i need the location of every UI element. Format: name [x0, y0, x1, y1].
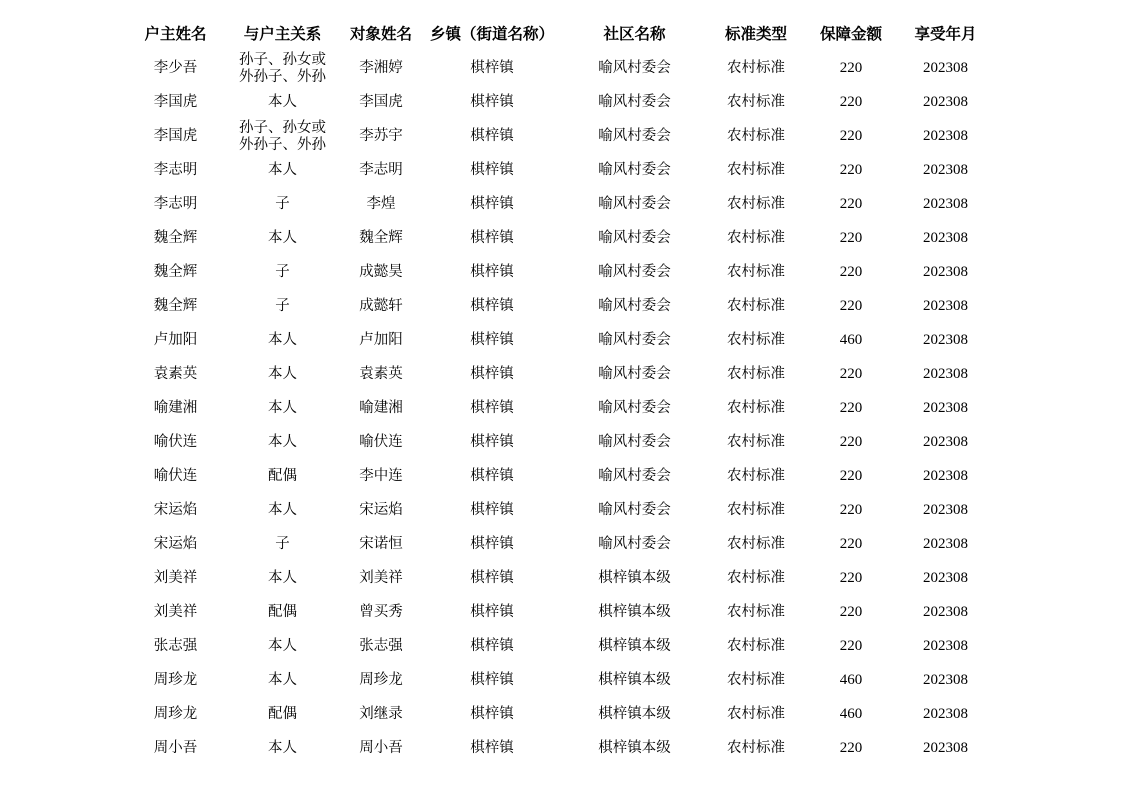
cell-township: 棋梓镇: [470, 536, 514, 552]
cell-amount: 220: [839, 502, 863, 518]
cell-amount: 460: [839, 706, 863, 722]
table-row: [124, 629, 1004, 663]
cell-recipient-name: 成懿轩: [359, 298, 403, 314]
table-row: [124, 391, 1004, 425]
cell-amount: 220: [839, 94, 863, 110]
cell-community: 喻风村委会: [598, 230, 671, 246]
cell-amount: 220: [839, 638, 863, 654]
cell-standard-type: 农村标准: [727, 332, 785, 348]
cell-recipient-name: 周珍龙: [359, 672, 403, 688]
cell-relationship: 本人: [268, 638, 297, 654]
cell-text-line: 孙子、孙女或外孙子、外孙: [238, 52, 326, 85]
cell-period: 202308: [923, 672, 968, 688]
cell-amount: 220: [839, 128, 863, 144]
cell-amount: 220: [839, 400, 863, 416]
cell-household-head: 刘美祥: [153, 570, 198, 586]
cell-period: 202308: [923, 706, 968, 722]
cell-relationship: 配偶: [268, 604, 297, 620]
cell-period: 202308: [923, 604, 968, 620]
cell-household-head: 张志强: [153, 638, 198, 654]
cell-household-head: 李志明: [153, 162, 198, 178]
cell-recipient-name: 李中连: [359, 468, 403, 484]
cell-recipient-name: 李湘婷: [359, 60, 403, 76]
cell-amount: 460: [839, 672, 863, 688]
cell-township: 棋梓镇: [470, 366, 514, 382]
table-row: [124, 697, 1004, 731]
cell-community: 棋梓镇本级: [598, 706, 671, 722]
cell-period: 202308: [923, 502, 968, 518]
cell-standard-type: 农村标准: [727, 638, 785, 654]
table-row: [124, 187, 1004, 221]
cell-township: 棋梓镇: [470, 740, 514, 756]
cell-recipient-name: 宋诺恒: [359, 536, 403, 552]
cell-community: 喻风村委会: [598, 332, 671, 348]
cell-relationship: [227, 119, 338, 153]
cell-period: 202308: [923, 400, 968, 416]
cell-standard-type: 农村标准: [727, 298, 785, 314]
cell-community: 喻风村委会: [598, 196, 671, 212]
table-row: [124, 255, 1004, 289]
cell-community: 喻风村委会: [598, 434, 671, 450]
cell-relationship: 本人: [268, 332, 297, 348]
table-row: [124, 323, 1004, 357]
cell-township: 棋梓镇: [470, 502, 514, 518]
cell-township: 棋梓镇: [470, 298, 514, 314]
table-header: [124, 17, 1004, 51]
cell-household-head: 李国虎: [153, 94, 198, 110]
cell-amount: 220: [839, 468, 863, 484]
cell-standard-type: 农村标准: [727, 162, 785, 178]
cell-household-head: 宋运焰: [153, 502, 198, 518]
cell-community: 棋梓镇本级: [598, 672, 671, 688]
table-row: [124, 459, 1004, 493]
table-row: [124, 561, 1004, 595]
cell-recipient-name: 刘美祥: [359, 570, 403, 586]
cell-township: 棋梓镇: [470, 162, 514, 178]
cell-recipient-name: 李国虎: [359, 94, 403, 110]
header-standard-type: 标准类型: [724, 25, 787, 43]
cell-standard-type: 农村标准: [727, 706, 785, 722]
cell-recipient-name: 李志明: [359, 162, 403, 178]
cell-recipient-name: 李苏宇: [359, 128, 403, 144]
cell-household-head: 喻伏连: [153, 468, 198, 484]
table-row: [124, 119, 1004, 153]
cell-household-head: 魏全辉: [153, 298, 198, 314]
cell-period: 202308: [923, 366, 968, 382]
cell-standard-type: 农村标准: [727, 196, 785, 212]
cell-household-head: 刘美祥: [153, 604, 198, 620]
cell-amount: 460: [839, 332, 863, 348]
cell-household-head: 李少吾: [153, 60, 198, 76]
cell-relationship: 本人: [268, 230, 297, 246]
cell-township: 棋梓镇: [470, 672, 514, 688]
cell-period: 202308: [923, 162, 968, 178]
cell-relationship: 本人: [268, 434, 297, 450]
cell-recipient-name: 刘继录: [359, 706, 403, 722]
cell-relationship: 本人: [268, 502, 297, 518]
cell-period: 202308: [923, 298, 968, 314]
cell-community: 喻风村委会: [598, 400, 671, 416]
cell-standard-type: 农村标准: [727, 740, 785, 756]
cell-relationship: [227, 51, 338, 85]
cell-community: 棋梓镇本级: [598, 740, 671, 756]
cell-standard-type: 农村标准: [727, 94, 785, 110]
cell-township: 棋梓镇: [470, 604, 514, 620]
table-row: [124, 221, 1004, 255]
cell-amount: 220: [839, 570, 863, 586]
cell-community: 喻风村委会: [598, 502, 671, 518]
cell-standard-type: 农村标准: [727, 60, 785, 76]
cell-period: 202308: [923, 230, 968, 246]
cell-amount: 220: [839, 740, 863, 756]
cell-community: 喻风村委会: [598, 128, 671, 144]
header-relationship: 与户主关系: [243, 25, 322, 43]
cell-recipient-name: 李煌: [366, 196, 396, 212]
cell-household-head: 魏全辉: [153, 230, 198, 246]
cell-relationship: 本人: [268, 740, 297, 756]
cell-community: 喻风村委会: [598, 60, 671, 76]
cell-amount: 220: [839, 434, 863, 450]
cell-community: 喻风村委会: [598, 298, 671, 314]
cell-period: 202308: [923, 60, 968, 76]
cell-standard-type: 农村标准: [727, 570, 785, 586]
table-row: [124, 289, 1004, 323]
cell-amount: 220: [839, 366, 863, 382]
header-amount: 保障金额: [819, 25, 882, 43]
cell-household-head: 宋运焰: [153, 536, 198, 552]
cell-amount: 220: [839, 230, 863, 246]
cell-community: 棋梓镇本级: [598, 570, 671, 586]
cell-standard-type: 农村标准: [727, 366, 785, 382]
cell-relationship: 子: [275, 264, 290, 280]
cell-amount: 220: [839, 298, 863, 314]
cell-relationship: 子: [275, 196, 290, 212]
table-row: [124, 85, 1004, 119]
cell-standard-type: 农村标准: [727, 604, 785, 620]
cell-recipient-name: 魏全辉: [359, 230, 403, 246]
cell-recipient-name: 喻伏连: [359, 434, 403, 450]
table-row: [124, 731, 1004, 765]
cell-township: 棋梓镇: [470, 570, 514, 586]
cell-township: 棋梓镇: [470, 230, 514, 246]
cell-household-head: 周珍龙: [153, 706, 198, 722]
cell-township: 棋梓镇: [470, 706, 514, 722]
subsidy-table: [124, 17, 1004, 765]
cell-period: 202308: [923, 196, 968, 212]
cell-community: 喻风村委会: [598, 94, 671, 110]
header-recipient-name: 对象姓名: [349, 25, 412, 43]
cell-text-line: 孙子、孙女或外孙子、外孙: [238, 120, 326, 153]
cell-recipient-name: 袁素英: [359, 366, 403, 382]
table-row: [124, 357, 1004, 391]
cell-standard-type: 农村标准: [727, 468, 785, 484]
cell-amount: 220: [839, 536, 863, 552]
cell-recipient-name: 卢加阳: [359, 332, 403, 348]
cell-standard-type: 农村标准: [727, 434, 785, 450]
cell-period: 202308: [923, 264, 968, 280]
cell-amount: 220: [839, 264, 863, 280]
cell-household-head: 李志明: [153, 196, 198, 212]
cell-period: 202308: [923, 128, 968, 144]
cell-household-head: 喻伏连: [153, 434, 198, 450]
cell-township: 棋梓镇: [470, 196, 514, 212]
cell-township: 棋梓镇: [470, 332, 514, 348]
cell-relationship: 本人: [268, 672, 297, 688]
cell-standard-type: 农村标准: [727, 502, 785, 518]
cell-recipient-name: 张志强: [359, 638, 403, 654]
cell-community: 喻风村委会: [598, 536, 671, 552]
cell-township: 棋梓镇: [470, 468, 514, 484]
cell-household-head: 袁素英: [153, 366, 198, 382]
cell-household-head: 魏全辉: [153, 264, 198, 280]
cell-township: 棋梓镇: [470, 400, 514, 416]
cell-household-head: 李国虎: [153, 128, 198, 144]
cell-relationship: 配偶: [268, 706, 297, 722]
cell-household-head: 周珍龙: [153, 672, 198, 688]
cell-amount: 220: [839, 162, 863, 178]
header-community: 社区名称: [603, 25, 666, 43]
cell-standard-type: 农村标准: [727, 400, 785, 416]
cell-relationship: 子: [275, 298, 290, 314]
cell-period: 202308: [923, 740, 968, 756]
table-row: [124, 51, 1004, 85]
cell-relationship: 子: [275, 536, 290, 552]
header-household-head: 户主姓名: [144, 25, 207, 43]
cell-period: 202308: [923, 332, 968, 348]
cell-recipient-name: 宋运焰: [359, 502, 403, 518]
table-body: [124, 51, 1004, 765]
table-row: [124, 595, 1004, 629]
cell-standard-type: 农村标准: [727, 128, 785, 144]
cell-relationship: 本人: [268, 162, 297, 178]
cell-township: 棋梓镇: [470, 434, 514, 450]
cell-recipient-name: 喻建湘: [359, 400, 403, 416]
cell-recipient-name: 曾买秀: [359, 604, 403, 620]
cell-amount: 220: [839, 604, 863, 620]
cell-recipient-name: 成懿昊: [359, 264, 403, 280]
cell-township: 棋梓镇: [470, 128, 514, 144]
cell-community: 喻风村委会: [598, 468, 671, 484]
cell-relationship: 本人: [268, 400, 297, 416]
cell-relationship: 本人: [268, 570, 297, 586]
cell-relationship: 配偶: [268, 468, 297, 484]
cell-relationship: 本人: [268, 94, 297, 110]
table-row: [124, 663, 1004, 697]
table-row: [124, 425, 1004, 459]
cell-period: 202308: [923, 570, 968, 586]
cell-community: 喻风村委会: [598, 264, 671, 280]
table-row: [124, 153, 1004, 187]
cell-amount: 220: [839, 60, 863, 76]
cell-relationship: 本人: [268, 366, 297, 382]
cell-community: 喻风村委会: [598, 162, 671, 178]
table-row: [124, 527, 1004, 561]
cell-standard-type: 农村标准: [727, 230, 785, 246]
cell-period: 202308: [923, 434, 968, 450]
cell-community: 棋梓镇本级: [598, 604, 671, 620]
cell-period: 202308: [923, 536, 968, 552]
cell-recipient-name: 周小吾: [359, 740, 403, 756]
cell-period: 202308: [923, 468, 968, 484]
cell-standard-type: 农村标准: [727, 536, 785, 552]
cell-township: 棋梓镇: [470, 60, 514, 76]
cell-period: 202308: [923, 94, 968, 110]
cell-standard-type: 农村标准: [727, 672, 785, 688]
cell-period: 202308: [923, 638, 968, 654]
cell-standard-type: 农村标准: [727, 264, 785, 280]
cell-household-head: 周小吾: [153, 740, 198, 756]
header-township: 乡镇（街道名称）: [429, 25, 554, 43]
cell-household-head: 喻建湘: [153, 400, 198, 416]
table-row: [124, 493, 1004, 527]
cell-community: 喻风村委会: [598, 366, 671, 382]
cell-township: 棋梓镇: [470, 638, 514, 654]
cell-household-head: 卢加阳: [153, 332, 198, 348]
header-period: 享受年月: [914, 25, 977, 43]
cell-township: 棋梓镇: [470, 94, 514, 110]
cell-township: 棋梓镇: [470, 264, 514, 280]
cell-amount: 220: [839, 196, 863, 212]
cell-community: 棋梓镇本级: [598, 638, 671, 654]
